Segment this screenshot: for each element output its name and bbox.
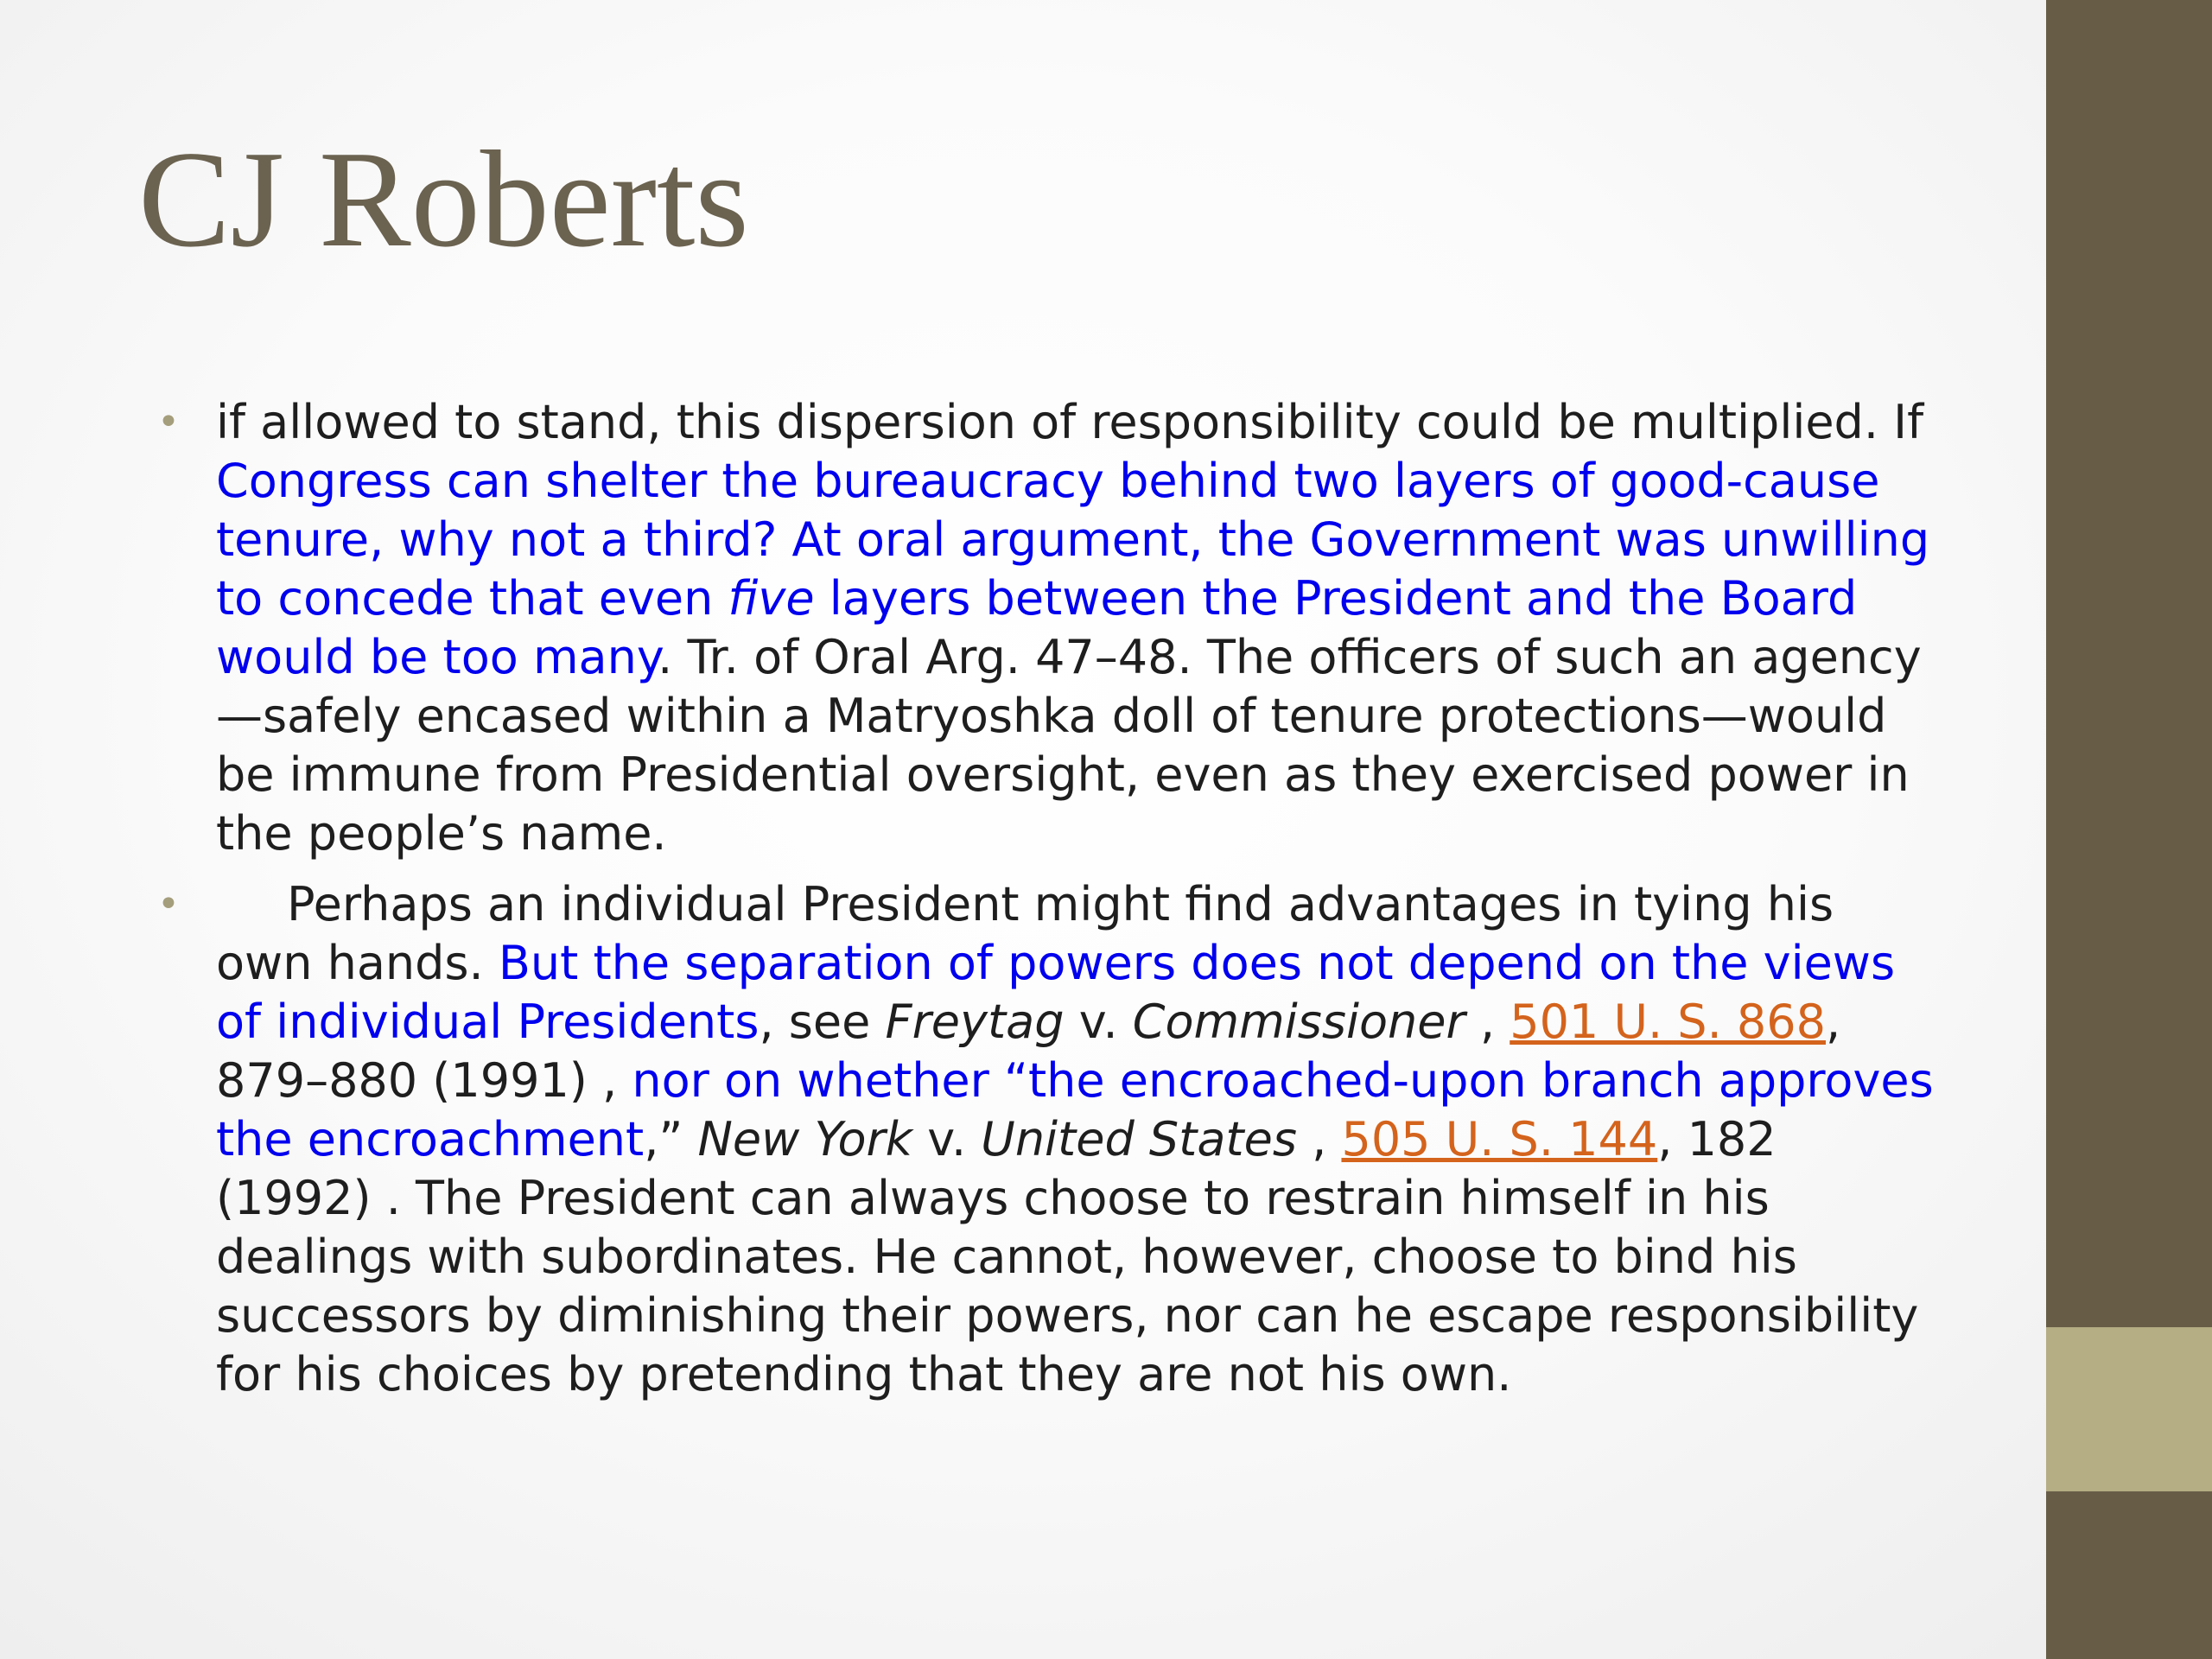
bullet-marker: • (157, 882, 180, 926)
citation-link-501-us-868[interactable]: 501 U. S. 868 (1510, 995, 1826, 1049)
highlighted-text: Congress can shelter the bureaucracy behind two layers of good-cause tenure, why not a third? At oral argument, the Government was unwilling to concede that even (216, 454, 1930, 626)
bullet-text: Perhaps an individual President might find advantages in tying his own hands. (216, 877, 1834, 990)
case-name: Freytag (885, 995, 1065, 1049)
slide-title: CJ Roberts (138, 122, 749, 276)
bullet-text: if allowed to stand, this dispersion of responsibility could be multiplied. If (216, 395, 1924, 449)
slide-body (157, 393, 1944, 1416)
bullet-text: , (1296, 1112, 1342, 1166)
bullet-text: , 182 (1992) . The President can always choose to restrain himself in his dealings with subordinates. He cannot, however, choose to bind his successors by diminishing their powers, nor can he escape responsibility for his choices by pretending that they are not his own. (216, 1112, 1919, 1402)
bullet-text: . Tr. of Oral Arg. 47–48. The officers of such an agency—safely encased within a Matryoshka doll of tenure protections—would be immune from Presidential oversight, even as they exercised power in the people’s name. (216, 630, 1922, 861)
bullet-item-1 (157, 393, 1944, 863)
case-name: Commissioner (1132, 995, 1465, 1049)
bullet-text: , 879–880 (1991) , (216, 995, 1841, 1108)
bullet-text: , see (759, 995, 886, 1049)
highlighted-text: layers between the President and the Board would be too many (216, 571, 1858, 684)
side-accent-block (2046, 1327, 2212, 1491)
bullet-text: ,” (644, 1112, 698, 1166)
bullet-text: v. (912, 1112, 982, 1166)
citation-link-505-us-144[interactable]: 505 U. S. 144 (1341, 1112, 1658, 1166)
highlighted-text: nor on whether “the encroached-upon branch approves the encroachment (216, 1053, 1934, 1166)
bullet-text: , (1465, 995, 1510, 1049)
bullet-marker: • (157, 400, 180, 444)
case-name: New York (697, 1112, 913, 1166)
highlighted-italic-text: five (728, 571, 815, 626)
case-name: United States (981, 1112, 1297, 1166)
bullet-item-2 (157, 875, 1944, 1404)
highlighted-text: But the separation of powers does not depend on the views of individual Presidents (216, 936, 1896, 1049)
bullet-text: v. (1064, 995, 1133, 1049)
